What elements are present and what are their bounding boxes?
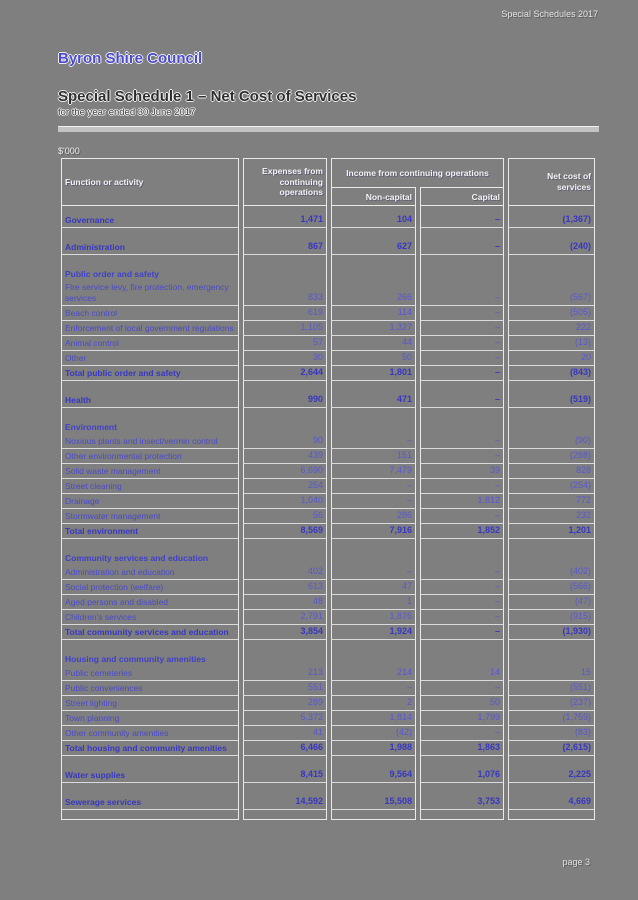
spacer-cell: [243, 381, 327, 393]
spacer-cell: [243, 756, 327, 768]
spacer-cell: [61, 408, 239, 420]
cell-expenses: 289: [243, 696, 327, 711]
cell-net-cost: (519): [508, 393, 595, 408]
cell-expenses: 5,372: [243, 711, 327, 726]
cell-expenses: [243, 652, 327, 666]
cell-net-cost: (505): [508, 306, 595, 321]
row-label: Street lighting: [61, 696, 239, 711]
row-label: Fire service levy, fire protection, emergency services: [61, 281, 239, 306]
spacer-cell: [508, 756, 595, 768]
cell-income-non-capital: [331, 267, 416, 281]
cell-income-capital: 14: [420, 666, 504, 681]
row-label: Solid waste management: [61, 464, 239, 479]
cell-income-non-capital: 9,564: [331, 768, 416, 783]
cell-income-capital: 1,076: [420, 768, 504, 783]
spacer-cell: [331, 783, 416, 795]
header-function-or-activity: Function or activity: [61, 158, 239, 206]
corner-note: Special Schedules 2017: [501, 9, 598, 19]
cell-income-non-capital: 1: [331, 595, 416, 610]
cell-expenses: 57: [243, 336, 327, 351]
cell-expenses: 990: [243, 393, 327, 408]
net-cost-of-services-table: [57, 158, 599, 820]
cell-expenses: 8,415: [243, 768, 327, 783]
spacer-cell: [331, 228, 416, 240]
cell-income-non-capital: 266: [331, 281, 416, 306]
cell-net-cost: 828: [508, 464, 595, 479]
spacer-cell: [61, 255, 239, 267]
cell-income-capital: –: [420, 625, 504, 640]
cell-income-non-capital: [331, 551, 416, 565]
table-header: [61, 158, 595, 206]
cell-expenses: 1,471: [243, 213, 327, 228]
spacer-cell: [420, 381, 504, 393]
cell-expenses: 6,690: [243, 464, 327, 479]
cell-expenses: 30: [243, 351, 327, 366]
header-income-group: Income from continuing operations: [331, 158, 504, 187]
cell-income-capital: 1,812: [420, 494, 504, 509]
row-label: Water supplies: [61, 768, 239, 783]
cell-expenses: 48: [243, 595, 327, 610]
spacer-cell: [420, 810, 504, 820]
cell-income-non-capital: –: [331, 681, 416, 696]
cell-income-non-capital: 47: [331, 580, 416, 595]
row-label: Administration and education: [61, 565, 239, 580]
row-label: Town planning: [61, 711, 239, 726]
cell-expenses: 6,466: [243, 741, 327, 756]
row-label: Total housing and community amenities: [61, 741, 239, 756]
row-label: Other environmental protection: [61, 449, 239, 464]
cell-net-cost: [508, 652, 595, 666]
cell-net-cost: (843): [508, 366, 595, 381]
cell-expenses: 1,040: [243, 494, 327, 509]
spacer-cell: [331, 640, 416, 652]
spacer-cell: [61, 206, 239, 213]
row-label: Other community amenities: [61, 726, 239, 741]
cell-income-non-capital: 104: [331, 213, 416, 228]
spacer-cell: [508, 206, 595, 213]
cell-income-capital: –: [420, 509, 504, 524]
section-heading: Housing and community amenities: [61, 652, 239, 666]
cell-income-capital: [420, 652, 504, 666]
row-label: Animal control: [61, 336, 239, 351]
cell-net-cost: 15: [508, 666, 595, 681]
spacer-cell: [420, 783, 504, 795]
row-label: Total environment: [61, 524, 239, 539]
cell-net-cost: (1,759): [508, 711, 595, 726]
spacer-cell: [331, 756, 416, 768]
spacer-cell: [61, 381, 239, 393]
cell-income-non-capital: [331, 420, 416, 434]
row-label: Other: [61, 351, 239, 366]
cell-income-capital: [420, 267, 504, 281]
spacer-cell: [243, 206, 327, 213]
cell-income-non-capital: 1,814: [331, 711, 416, 726]
cell-income-capital: 1,852: [420, 524, 504, 539]
spacer-cell: [61, 783, 239, 795]
row-label: Children's services: [61, 610, 239, 625]
cell-income-capital: –: [420, 336, 504, 351]
cell-income-capital: [420, 551, 504, 565]
spacer-cell: [61, 539, 239, 551]
units-label: $'000: [58, 146, 80, 156]
spacer-cell: [420, 255, 504, 267]
cell-income-non-capital: –: [331, 494, 416, 509]
cell-income-capital: –: [420, 321, 504, 336]
cell-expenses: 1,105: [243, 321, 327, 336]
spacer-cell: [508, 783, 595, 795]
cell-income-capital: 1,863: [420, 741, 504, 756]
cell-net-cost: (402): [508, 565, 595, 580]
cell-net-cost: 4,669: [508, 795, 595, 810]
cell-net-cost: (83): [508, 726, 595, 741]
cell-net-cost: (915): [508, 610, 595, 625]
cell-net-cost: 1,201: [508, 524, 595, 539]
cell-income-capital: –: [420, 681, 504, 696]
spacer-cell: [331, 381, 416, 393]
cell-income-capital: 39: [420, 464, 504, 479]
header-capital: Capital: [420, 187, 504, 206]
row-label: Stormwater management: [61, 509, 239, 524]
spacer-cell: [243, 228, 327, 240]
row-label: Public conveniences: [61, 681, 239, 696]
cell-net-cost: (254): [508, 479, 595, 494]
row-label: Noxious plants and insect/vermin control: [61, 434, 239, 449]
cell-expenses: 3,854: [243, 625, 327, 640]
spacer-cell: [508, 810, 595, 820]
spacer-cell: [420, 756, 504, 768]
spacer-cell: [243, 539, 327, 551]
spacer-cell: [243, 408, 327, 420]
cell-income-non-capital: 44: [331, 336, 416, 351]
cell-net-cost: (1,367): [508, 213, 595, 228]
cell-income-capital: –: [420, 366, 504, 381]
spacer-cell: [508, 381, 595, 393]
spacer-cell: [331, 206, 416, 213]
cell-net-cost: (567): [508, 281, 595, 306]
cell-income-non-capital: 214: [331, 666, 416, 681]
spacer-cell: [243, 640, 327, 652]
spacer-cell: [508, 228, 595, 240]
cell-income-non-capital: –: [331, 434, 416, 449]
row-label: Health: [61, 393, 239, 408]
spacer-cell: [331, 408, 416, 420]
cell-expenses: 2,791: [243, 610, 327, 625]
cell-expenses: 833: [243, 281, 327, 306]
spacer-cell: [508, 255, 595, 267]
cell-income-non-capital: 1,876: [331, 610, 416, 625]
spacer-cell: [243, 783, 327, 795]
cell-expenses: [243, 551, 327, 565]
cell-income-capital: –: [420, 306, 504, 321]
cell-net-cost: (288): [508, 449, 595, 464]
row-label: Enforcement of local government regulations: [61, 321, 239, 336]
cell-income-non-capital: (42): [331, 726, 416, 741]
row-label: Sewerage services: [61, 795, 239, 810]
cell-income-non-capital: 471: [331, 393, 416, 408]
cell-income-non-capital: 1,801: [331, 366, 416, 381]
cell-income-capital: 50: [420, 696, 504, 711]
cell-net-cost: 232: [508, 509, 595, 524]
spacer-cell: [61, 228, 239, 240]
cell-income-non-capital: 50: [331, 351, 416, 366]
cell-income-capital: –: [420, 595, 504, 610]
spacer-cell: [420, 228, 504, 240]
cell-income-non-capital: 1,924: [331, 625, 416, 640]
council-name: Byron Shire Council: [58, 50, 203, 67]
cell-net-cost: 222: [508, 321, 595, 336]
spacer-cell: [331, 810, 416, 820]
section-heading: Public order and safety: [61, 267, 239, 281]
row-label: Street cleaning: [61, 479, 239, 494]
header-net-cost: Net cost of services: [508, 158, 595, 206]
spacer-cell: [508, 539, 595, 551]
spacer-cell: [420, 206, 504, 213]
cell-net-cost: 772: [508, 494, 595, 509]
cell-net-cost: [508, 551, 595, 565]
cell-net-cost: (47): [508, 595, 595, 610]
cell-net-cost: (90): [508, 434, 595, 449]
row-label: Governance: [61, 213, 239, 228]
cell-income-non-capital: 15,508: [331, 795, 416, 810]
cell-net-cost: [508, 267, 595, 281]
cell-income-non-capital: 114: [331, 306, 416, 321]
cell-expenses: 56: [243, 509, 327, 524]
cell-income-capital: –: [420, 281, 504, 306]
cell-expenses: 90: [243, 434, 327, 449]
cell-income-capital: –: [420, 580, 504, 595]
cell-net-cost: (237): [508, 696, 595, 711]
spacer-cell: [61, 810, 239, 820]
spacer-cell: [331, 255, 416, 267]
cell-income-capital: –: [420, 434, 504, 449]
page-title: Special Schedule 1 – Net Cost of Services: [58, 88, 357, 105]
cell-expenses: 619: [243, 306, 327, 321]
cell-expenses: 551: [243, 681, 327, 696]
cell-income-non-capital: 1,327: [331, 321, 416, 336]
cell-income-capital: –: [420, 726, 504, 741]
cell-expenses: 254: [243, 479, 327, 494]
cell-net-cost: 20: [508, 351, 595, 366]
page-subtitle: for the year ended 30 June 2017: [58, 107, 196, 118]
cell-net-cost: (240): [508, 240, 595, 255]
cell-income-non-capital: 627: [331, 240, 416, 255]
row-label: Drainage: [61, 494, 239, 509]
spacer-cell: [420, 640, 504, 652]
spacer-cell: [508, 640, 595, 652]
cell-income-non-capital: 1,988: [331, 741, 416, 756]
row-label: Aged persons and disabled: [61, 595, 239, 610]
cell-expenses: 439: [243, 449, 327, 464]
cell-net-cost: (1,930): [508, 625, 595, 640]
cell-income-capital: 1,799: [420, 711, 504, 726]
cell-income-capital: –: [420, 449, 504, 464]
cell-income-non-capital: 151: [331, 449, 416, 464]
cell-net-cost: (13): [508, 336, 595, 351]
cell-expenses: 613: [243, 580, 327, 595]
row-label: Total community services and education: [61, 625, 239, 640]
spacer-cell: [243, 255, 327, 267]
row-label: Total public order and safety: [61, 366, 239, 381]
cell-income-non-capital: 286: [331, 509, 416, 524]
spacer-cell: [331, 539, 416, 551]
cell-income-non-capital: 7,479: [331, 464, 416, 479]
cell-net-cost: (566): [508, 580, 595, 595]
cell-income-capital: –: [420, 213, 504, 228]
cell-expenses: 402: [243, 565, 327, 580]
cell-income-non-capital: –: [331, 565, 416, 580]
page-number: page 3: [562, 857, 590, 867]
cell-income-non-capital: 2: [331, 696, 416, 711]
cell-income-capital: –: [420, 351, 504, 366]
cell-income-capital: –: [420, 240, 504, 255]
spacer-cell: [508, 408, 595, 420]
divider-bar: [58, 126, 599, 132]
cell-expenses: 867: [243, 240, 327, 255]
spacer-cell: [61, 756, 239, 768]
cell-income-non-capital: 7,916: [331, 524, 416, 539]
table-body: [61, 206, 595, 820]
cell-income-non-capital: –: [331, 479, 416, 494]
cell-net-cost: (2,615): [508, 741, 595, 756]
cell-net-cost: (551): [508, 681, 595, 696]
cell-income-capital: –: [420, 565, 504, 580]
row-label: Public cemeteries: [61, 666, 239, 681]
cell-expenses: [243, 267, 327, 281]
cell-expenses: [243, 420, 327, 434]
spacer-cell: [243, 810, 327, 820]
cell-net-cost: [508, 420, 595, 434]
cell-income-non-capital: [331, 652, 416, 666]
spacer-cell: [61, 640, 239, 652]
row-label: Administration: [61, 240, 239, 255]
cell-income-capital: –: [420, 479, 504, 494]
row-label: Social protection (welfare): [61, 580, 239, 595]
spacer-cell: [420, 539, 504, 551]
cell-expenses: 213: [243, 666, 327, 681]
cell-income-capital: –: [420, 610, 504, 625]
section-heading: Environment: [61, 420, 239, 434]
cell-net-cost: 2,225: [508, 768, 595, 783]
row-label: Beach control: [61, 306, 239, 321]
cell-income-capital: 3,753: [420, 795, 504, 810]
header-expenses: Expenses from continuing operations: [243, 158, 327, 206]
cell-expenses: 14,592: [243, 795, 327, 810]
cell-income-capital: –: [420, 393, 504, 408]
cell-expenses: 2,644: [243, 366, 327, 381]
spacer-cell: [420, 408, 504, 420]
cell-income-capital: [420, 420, 504, 434]
section-heading: Community services and education: [61, 551, 239, 565]
cell-expenses: 8,569: [243, 524, 327, 539]
cell-expenses: 41: [243, 726, 327, 741]
header-non-capital: Non-capital: [331, 187, 416, 206]
